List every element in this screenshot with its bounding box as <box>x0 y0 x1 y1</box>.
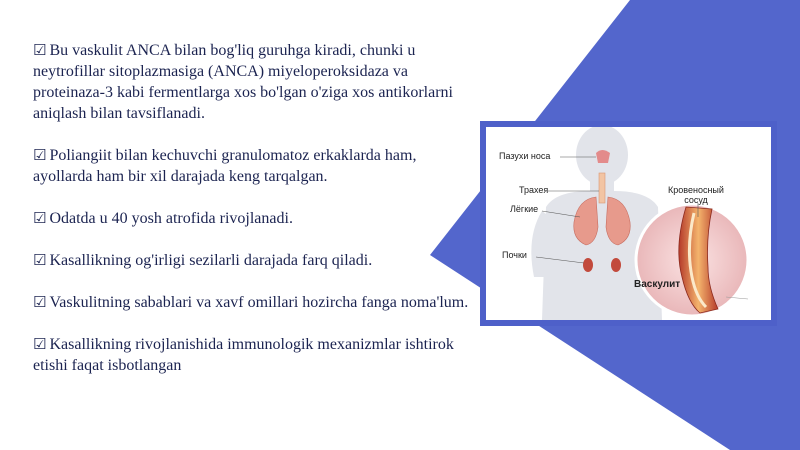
bullet-item <box>33 40 473 124</box>
nasal-sinus-shape <box>596 150 610 163</box>
label-kidneys: Почки <box>502 250 527 260</box>
figure-frame <box>480 121 777 326</box>
bullet-item <box>33 250 473 271</box>
checkbox-checked-icon: ☑ <box>33 146 47 164</box>
checkbox-checked-icon: ☑ <box>33 41 47 59</box>
label-vasculitis: Васкулит <box>634 279 681 290</box>
bullet-list <box>33 40 473 397</box>
bullet-item <box>33 334 473 376</box>
label-blood-vessel: Кровеносный сосуд <box>668 185 724 205</box>
checkbox-checked-icon: ☑ <box>33 209 47 227</box>
bullet-item <box>33 292 473 313</box>
bullet-text: Odatda u 40 yosh atrofida rivojlanadi. <box>49 210 293 227</box>
label-nasal-sinuses: Пазухи носа <box>499 151 551 161</box>
bullet-text: Bu vaskulit ANCA bilan bog'liq guruhga kiradi, chunki u neytrofillar sitoplazmasiga (ANCA) miyeloperoksidaza va proteinaza-3 kabi fermentlarga xos bo'lgan o'ziga xos antikorlarni aniqlash bilan tavsiflanadi. <box>33 42 453 122</box>
label-lungs: Лёгкие <box>510 204 539 214</box>
checkbox-checked-icon: ☑ <box>33 293 47 311</box>
right-kidney-shape <box>611 258 621 272</box>
left-kidney-shape <box>583 258 593 272</box>
label-trachea: Трахея <box>519 185 549 195</box>
bullet-text: Vaskulitning sabablari va xavf omillari hozircha fanga noma'lum. <box>49 294 469 311</box>
checkbox-checked-icon: ☑ <box>33 251 47 269</box>
checkbox-checked-icon: ☑ <box>33 335 47 353</box>
bullet-item <box>33 145 473 187</box>
bullet-text: Poliangiit bilan kechuvchi granulomatoz erkaklarda ham, ayollarda ham bir xil darajada keng tarqalgan. <box>33 147 417 185</box>
trachea-shape <box>599 173 605 203</box>
bullet-item <box>33 208 473 229</box>
anatomy-illustration <box>486 127 771 320</box>
bullet-text: Kasallikning rivojlanishida immunologik mexanizmlar ishtirok etishi faqat isbotlangan <box>33 336 454 374</box>
bullet-text: Kasallikning og'irligi sezilarli darajada farq qiladi. <box>49 252 373 269</box>
